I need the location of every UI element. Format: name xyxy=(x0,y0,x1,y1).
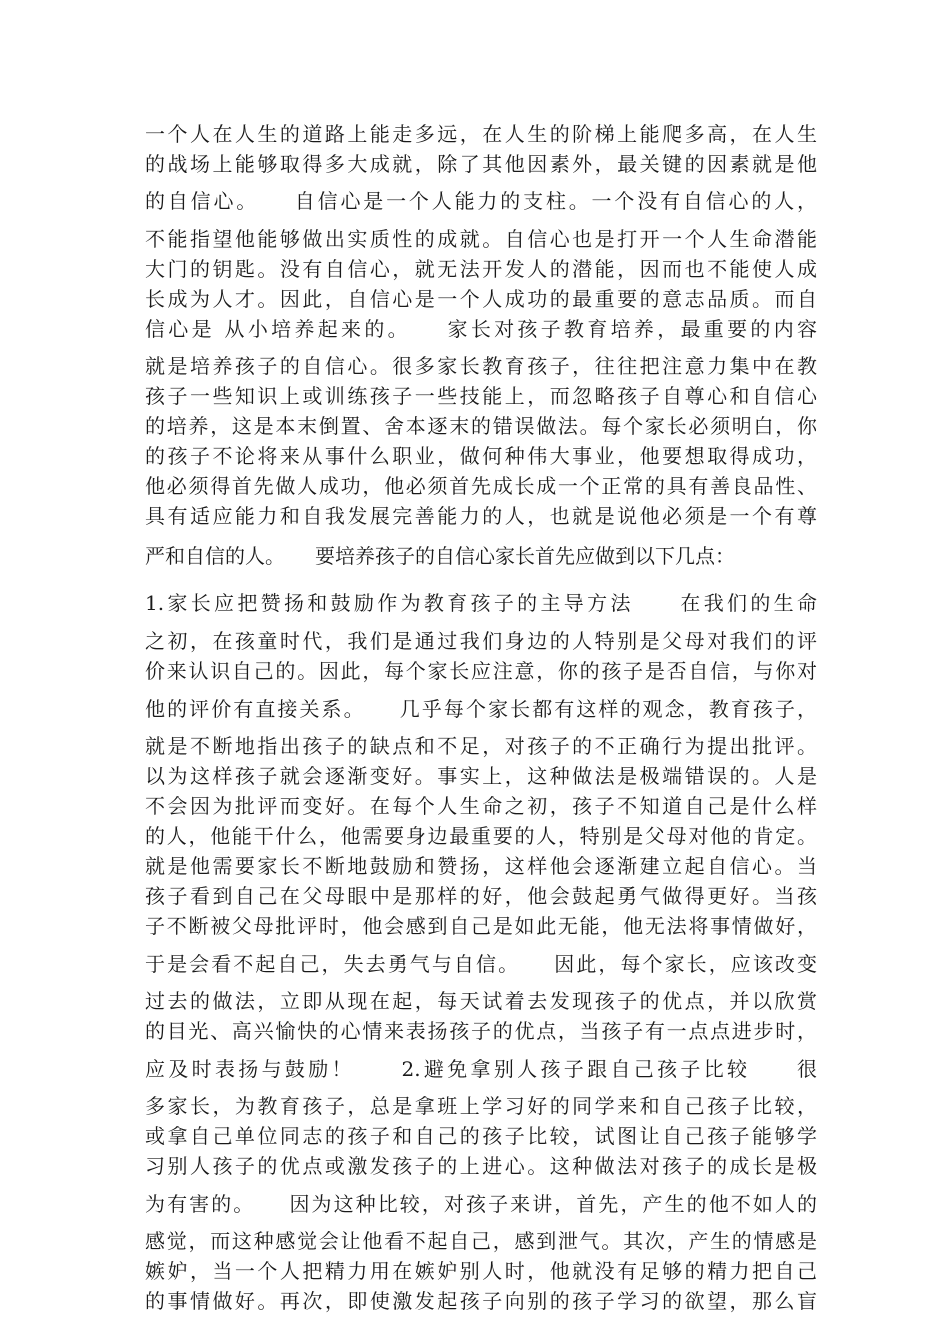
text-line: 的孩子不论将来从事什么职业，做何种伟大事业，他要想取得成功， xyxy=(145,444,817,468)
text-line: 多家长，为教育孩子，总是拿班上学习好的同学来和自己孩子比较， xyxy=(145,1094,817,1118)
text-line: 于是会看不起自己，失去勇气与自信。 因此，每个家长，应该改变 xyxy=(145,952,817,976)
text-line: 孩子看到自己在父母眼中是那样的好，他会鼓起勇气做得更好。当孩 xyxy=(145,884,817,908)
text-line: 应及时表扬与鼓励！ 2.避免拿别人孩子跟自己孩子比较 很 xyxy=(145,1057,817,1081)
text-line: 大门的钥匙。没有自信心，就无法开发人的潜能，因而也不能使人成 xyxy=(145,257,817,281)
text-line: 习别人孩子的优点或激发孩子的上进心。这种做法对孩子的成长是极 xyxy=(145,1154,817,1178)
text-line: 或拿自己单位同志的孩子和自己的孩子比较，试图让自己孩子能够学 xyxy=(145,1124,817,1148)
text-line: 之初，在孩童时代，我们是通过我们身边的人特别是父母对我们的评 xyxy=(145,629,817,653)
text-line: 价来认识自己的。因此，每个家长应注意，你的孩子是否自信，与你对 xyxy=(145,659,817,683)
text-line: 一个人在人生的道路上能走多远，在人生的阶梯上能爬多高，在人生 xyxy=(145,122,817,146)
text-line: 的培养，这是本末倒置、舍本逐末的错误做法。每个家长必须明白，你 xyxy=(145,414,817,438)
text-line: 孩子一些知识上或训练孩子一些技能上，而忽略孩子自尊心和自信心 xyxy=(145,384,817,408)
text-line: 不能指望他能够做出实质性的成就。自信心也是打开一个人生命潜能 xyxy=(145,227,817,251)
text-line: 感觉，而这种感觉会让他看不起自己，感到泄气。其次，产生的情感是 xyxy=(145,1229,817,1253)
text-line: 的目光、高兴愉快的心情来表扬孩子的优点，当孩子有一点点进步时， xyxy=(145,1019,817,1043)
text-line: 他必须得首先做人成功，他必须首先成长成一个正常的具有善良品性、 xyxy=(145,474,817,498)
text-line: 以为这样孩子就会逐渐变好。事实上，这种做法是极端错误的。人是 xyxy=(145,764,817,788)
text-line: 的事情做好。再次，即使激发起孩子向别的孩子学习的欲望，那么盲 xyxy=(145,1289,817,1313)
text-line: 具有适应能力和自我发展完善能力的人，也就是说他必须是一个有尊 xyxy=(145,504,817,528)
text-line: 就是他需要家长不断地鼓励和赞扬，这样他会逐渐建立起自信心。当 xyxy=(145,854,817,878)
text-line: 不会因为批评而变好。在每个人生命之初，孩子不知道自己是什么样 xyxy=(145,794,817,818)
text-line: 为有害的。 因为这种比较，对孩子来讲，首先，产生的他不如人的 xyxy=(145,1192,817,1216)
text-line: 嫉妒，当一个人把精力用在嫉妒别人时，他就没有足够的精力把自己 xyxy=(145,1259,817,1283)
text-line: 的人，他能干什么，他需要身边最重要的人，特别是父母对他的肯定。 xyxy=(145,824,817,848)
text-line: 过去的做法，立即从现在起，每天试着去发现孩子的优点，并以欣赏 xyxy=(145,989,817,1013)
text-line: 严和自信的人。 要培养孩子的自信心家长首先应做到以下几点： xyxy=(145,544,735,568)
text-line: 就是培养孩子的自信心。很多家长教育孩子，往往把注意力集中在教 xyxy=(145,354,817,378)
text-line: 就是不断地指出孩子的缺点和不足，对孩子的不正确行为提出批评。 xyxy=(145,734,817,758)
text-line: 的自信心。 自信心是一个人能力的支柱。一个没有自信心的人， xyxy=(145,189,817,213)
text-line: 他的评价有直接关系。 几乎每个家长都有这样的观念，教育孩子， xyxy=(145,697,817,721)
text-line: 1.家长应把赞扬和鼓励作为教育孩子的主导方法 在我们的生命 xyxy=(145,591,817,615)
text-line: 长成为人才。因此，自信心是一个人成功的最重要的意志品质。而自 xyxy=(145,287,817,311)
text-line: 子不断被父母批评时，他会感到自己是如此无能，他无法将事情做好， xyxy=(145,914,817,938)
text-line: 的战场上能够取得多大成就，除了其他因素外，最关键的因素就是他 xyxy=(145,152,817,176)
text-line: 信心是 从小培养起来的。 家长对孩子教育培养，最重要的内容 xyxy=(145,317,817,341)
